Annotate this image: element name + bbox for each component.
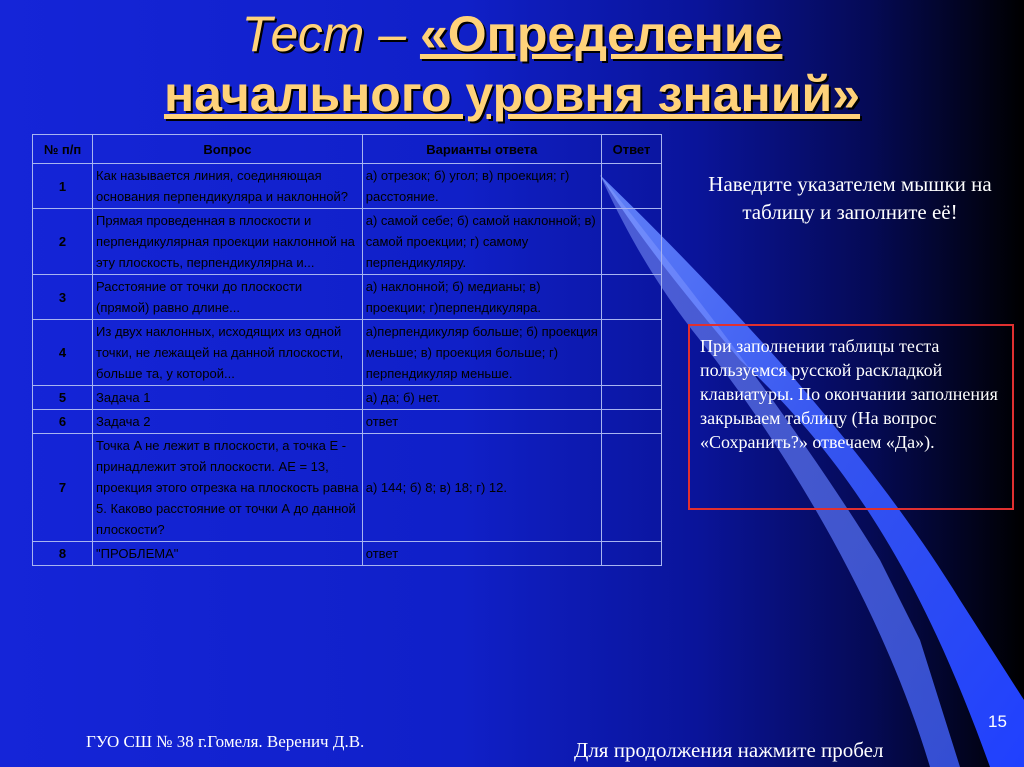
row-question: Прямая проведенная в плоскости и перпендикулярная проекции наклонной на эту плоскость, перпендикулярна и... [93, 209, 363, 275]
row-question: Задача 1 [93, 386, 363, 410]
row-num: 2 [33, 209, 93, 275]
row-question: Точка A не лежит в плоскости, а точка E - принадлежит этой плоскости. AE = 13, проекция этого отрезка на плоскость равна 5. Каково расстояние от точки А до данной плоскости? [93, 434, 363, 542]
title-main: «Определение [419, 6, 783, 62]
test-table[interactable] [32, 134, 662, 566]
page-number: 15 [988, 712, 1007, 731]
row-num: 4 [33, 320, 93, 386]
row-options: а) да; б) нет. [362, 386, 601, 410]
table-row [33, 542, 662, 566]
row-question: Из двух наклонных, исходящих из одной точки, не лежащей на данной плоскости, больше та, у которой... [93, 320, 363, 386]
answer-cell[interactable] [601, 209, 661, 275]
row-options: а) наклонной; б) медианы; в) проекции; г)перпендикуляра. [362, 275, 601, 320]
hint-text: Наведите указателем мышки на таблицу и заполните её! [708, 172, 992, 224]
row-options: а) 144; б) 8; в) 18; г) 12. [362, 434, 601, 542]
answer-cell[interactable] [601, 386, 661, 410]
table-row [33, 275, 662, 320]
row-question: "ПРОБЛЕМА" [93, 542, 363, 566]
answer-cell[interactable] [601, 410, 661, 434]
row-options: ответ [362, 542, 601, 566]
row-options: а) отрезок; б) угол; в) проекция; г) расстояние. [362, 164, 601, 209]
table-row [33, 434, 662, 542]
row-num: 6 [33, 410, 93, 434]
title-prefix: Тест – [241, 6, 420, 62]
row-num: 5 [33, 386, 93, 410]
row-num: 7 [33, 434, 93, 542]
answer-cell[interactable] [601, 320, 661, 386]
row-question: Расстояние от точки до плоскости (прямой) равно длине... [93, 275, 363, 320]
header-num: № п/п [33, 135, 93, 164]
table-header-row [33, 135, 662, 164]
table-row [33, 164, 662, 209]
row-question: Задача 2 [93, 410, 363, 434]
row-options: а) самой себе; б) самой наклонной; в) самой проекции; г) самому перпендикуляру. [362, 209, 601, 275]
header-options: Варианты ответа [362, 135, 601, 164]
row-num: 8 [33, 542, 93, 566]
header-question: Вопрос [93, 135, 363, 164]
answer-cell[interactable] [601, 275, 661, 320]
answer-cell[interactable] [601, 164, 661, 209]
footer-continue-prompt: Для продолжения нажмите пробел [574, 738, 884, 762]
answer-cell[interactable] [601, 542, 661, 566]
table-row [33, 410, 662, 434]
table-row [33, 386, 662, 410]
answer-cell[interactable] [601, 434, 661, 542]
title-line2: начального уровня знаний» [163, 66, 861, 122]
row-num: 1 [33, 164, 93, 209]
row-options: а)перпендикуляр больше; б) проекция меньше; в) проекция больше; г) перпендикуляр меньше. [362, 320, 601, 386]
table-row [33, 320, 662, 386]
slide-title [0, 4, 1024, 124]
footer-author: ГУО СШ № 38 г.Гомеля. Веренич Д.В. [86, 732, 365, 751]
instructions-box: При заполнении таблицы теста пользуемся русской раскладкой клавиатуры. По окончании заполнения закрываем таблицу (На вопрос «Сохранить?» отвечаем «Да»). [688, 324, 1014, 510]
table-row [33, 209, 662, 275]
header-answer: Ответ [601, 135, 661, 164]
row-question: Как называется линия, соединяющая основания перпендикуляра и наклонной? [93, 164, 363, 209]
row-num: 3 [33, 275, 93, 320]
row-options: ответ [362, 410, 601, 434]
